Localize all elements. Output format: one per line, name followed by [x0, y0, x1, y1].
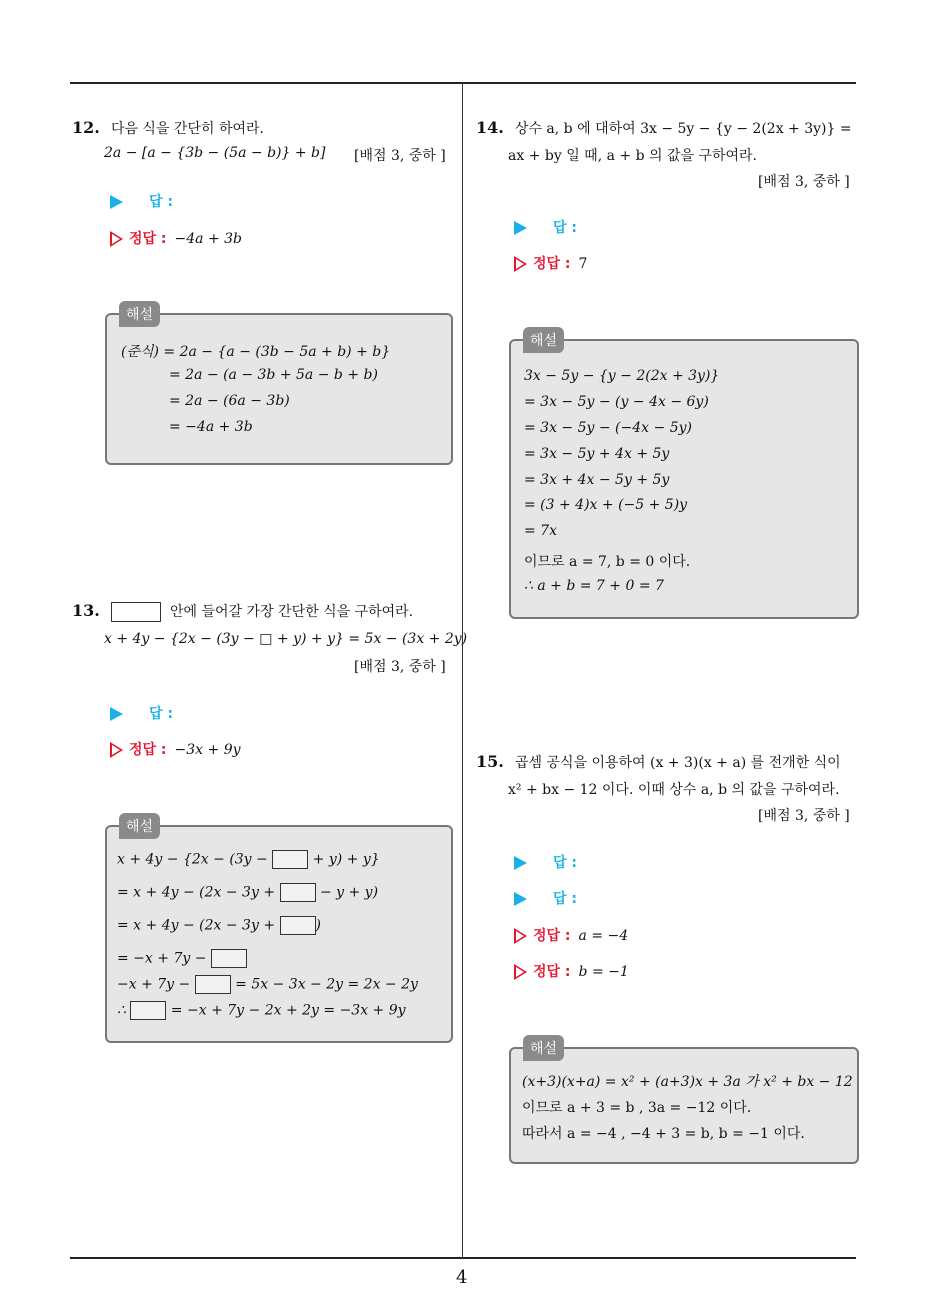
q13-sol-5a: −x + 7y −: [117, 976, 195, 993]
answer-label: 답 :: [149, 194, 173, 210]
q13-expression: x + 4y − {2x − (3y − □ + y) + y} = 5x − (3x + 2y): [104, 631, 468, 647]
q15-answer-row-1[interactable]: [514, 852, 577, 872]
q13-sol-6b: = −x + 7y − 2x + 2y = −3x + 9y: [166, 1002, 406, 1019]
q12-sol-line-4: = −4a + 3b: [169, 419, 253, 435]
outline-triangle-icon: [110, 742, 123, 758]
q13-sol-1a: x + 4y − {2x − (3y −: [117, 851, 273, 868]
q13-blank: [280, 883, 316, 902]
page-number: 4: [456, 1267, 468, 1288]
q13-correct-value: −3x + 9y: [174, 742, 241, 758]
q13-sol-line-6: [117, 1001, 406, 1020]
q12-sol-line-1: (준식) = 2a − {a − (3b − 5a + b) + b}: [121, 344, 391, 360]
q14-sol-line-2: = 3x − 5y − (y − 4x − 6y): [524, 394, 709, 410]
q12-text: 다음 식을 간단히 하여라.: [110, 121, 264, 137]
q14-correct-value: 7: [578, 256, 588, 272]
q14-text-1: 상수 a, b 에 대하여 3x − 5y − {y − 2(2x + 3y)} =: [514, 121, 852, 137]
answer-label: 답 :: [553, 220, 577, 236]
q12-correct-value: −4a + 3b: [174, 231, 243, 247]
q14-sol-line-9: ∴ a + b = 7 + 0 = 7: [524, 578, 664, 594]
q12-number: 12.: [72, 118, 100, 137]
bottom-rule: [70, 1257, 856, 1259]
q12-expression: 2a − [a − {3b − (5a − b)} + b]: [104, 145, 326, 161]
q12-sol-line-3: = 2a − (6a − 3b): [169, 393, 290, 409]
q13-sol-6a: ∴: [117, 1002, 131, 1019]
q13-sol-5b: = 5x − 3x − 2y = 2x − 2y: [230, 976, 418, 993]
q15-correct-a: a = −4: [578, 928, 629, 944]
q13-solution-tag: 해설: [119, 813, 160, 839]
q13-sol-1b: + y) + y}: [308, 851, 380, 868]
q13-sol-line-5: [117, 975, 418, 994]
column-divider: [462, 83, 463, 1259]
q14-sol-line-4: = 3x − 5y + 4x + 5y: [524, 446, 670, 462]
q12-answer-row[interactable]: [110, 191, 173, 211]
q14-sol-line-5: = 3x + 4x − 5y + 5y: [524, 472, 670, 488]
q14-sol-line-1: 3x − 5y − {y − 2(2x + 3y)}: [524, 368, 720, 384]
q14-sol-line-3: = 3x − 5y − (−4x − 5y): [524, 420, 692, 436]
q13-sol-line-2: [117, 883, 378, 902]
correct-label: 정답 :: [533, 928, 571, 944]
answer-label: 답 :: [553, 855, 577, 871]
q13-sol-line-4: [117, 949, 247, 968]
q12-question: [72, 118, 264, 138]
q15-answer-row-2[interactable]: [514, 888, 577, 908]
q15-text-2: x² + bx − 12 이다. 이때 상수 a, b 의 값을 구하여라.: [508, 782, 840, 798]
q15-question: [476, 752, 841, 772]
q13-sol-3b: ): [315, 917, 321, 934]
play-icon: [110, 707, 123, 721]
q12-solution-tag: 해설: [119, 301, 160, 327]
q14-sol-line-7: = 7x: [524, 523, 557, 539]
q13-blank: [280, 916, 316, 935]
q14-solution-tag: 해설: [523, 327, 564, 353]
q15-correct-row-b: [514, 961, 629, 981]
q15-sol-line-3: 따라서 a = −4 , −4 + 3 = b, b = −1 이다.: [522, 1126, 805, 1142]
q12-correct-row: [110, 228, 242, 248]
q13-answer-row[interactable]: [110, 703, 173, 723]
outline-triangle-icon: [514, 928, 527, 944]
q14-answer-row[interactable]: [514, 217, 577, 237]
q13-question: [72, 601, 413, 622]
q13-sol-line-1: [117, 850, 380, 869]
outline-triangle-icon: [514, 964, 527, 980]
q14-sol-line-8: 이므로 a = 7, b = 0 이다.: [524, 554, 691, 570]
q15-correct-b: b = −1: [578, 964, 629, 980]
q13-correct-row: [110, 739, 241, 759]
q15-correct-row-a: [514, 925, 628, 945]
q15-number: 15.: [476, 752, 504, 771]
q13-blank: [272, 850, 308, 869]
top-rule: [70, 82, 856, 84]
q13-text: 안에 들어갈 가장 간단한 식을 구하여라.: [170, 604, 414, 620]
play-icon: [110, 195, 123, 209]
q13-sol-3a: = x + 4y − (2x − 3y +: [117, 917, 280, 934]
q13-blank: [195, 975, 231, 994]
q14-number: 14.: [476, 118, 504, 137]
play-icon: [514, 856, 527, 870]
answer-label: 답 :: [553, 891, 577, 907]
q13-sol-2b: − y + y): [315, 884, 379, 901]
correct-label: 정답 :: [533, 256, 571, 272]
q13-sol-2a: = x + 4y − (2x − 3y +: [117, 884, 280, 901]
q14-question: [476, 118, 852, 138]
q15-sol-line-1: (x+3)(x+a) = x² + (a+3)x + 3a 가 x² + bx − 12: [522, 1074, 853, 1090]
q12-sol-line-2: = 2a − (a − 3b + 5a − b + b): [169, 367, 378, 383]
outline-triangle-icon: [110, 231, 123, 247]
correct-label: 정답 :: [129, 231, 167, 247]
q15-meta: [배점 3, 중하 ]: [758, 808, 850, 824]
q13-number: 13.: [72, 601, 100, 620]
q14-correct-row: [514, 253, 587, 273]
q12-solution-box: [105, 313, 453, 465]
q13-sol-4a: = −x + 7y −: [117, 950, 211, 967]
q13-blank: [130, 1001, 166, 1020]
answer-label: 답 :: [149, 706, 173, 722]
q15-solution-tag: 해설: [523, 1035, 564, 1061]
outline-triangle-icon: [514, 256, 527, 272]
q13-blank: [211, 949, 247, 968]
q14-meta: [배점 3, 중하 ]: [758, 174, 850, 190]
q13-sol-line-3: [117, 916, 321, 935]
correct-label: 정답 :: [533, 964, 571, 980]
play-icon: [514, 221, 527, 235]
q12-meta: [배점 3, 중하 ]: [354, 148, 446, 164]
play-icon: [514, 892, 527, 906]
q15-sol-line-2: 이므로 a + 3 = b , 3a = −12 이다.: [522, 1100, 752, 1116]
q13-blank-box: [111, 602, 161, 622]
q15-text-1: 곱셈 공식을 이용하여 (x + 3)(x + a) 를 전개한 식이: [514, 755, 841, 771]
correct-label: 정답 :: [129, 742, 167, 758]
q13-meta: [배점 3, 중하 ]: [354, 659, 446, 675]
q14-text-2: ax + by 일 때, a + b 의 값을 구하여라.: [508, 148, 758, 164]
q14-sol-line-6: = (3 + 4)x + (−5 + 5)y: [524, 497, 688, 513]
